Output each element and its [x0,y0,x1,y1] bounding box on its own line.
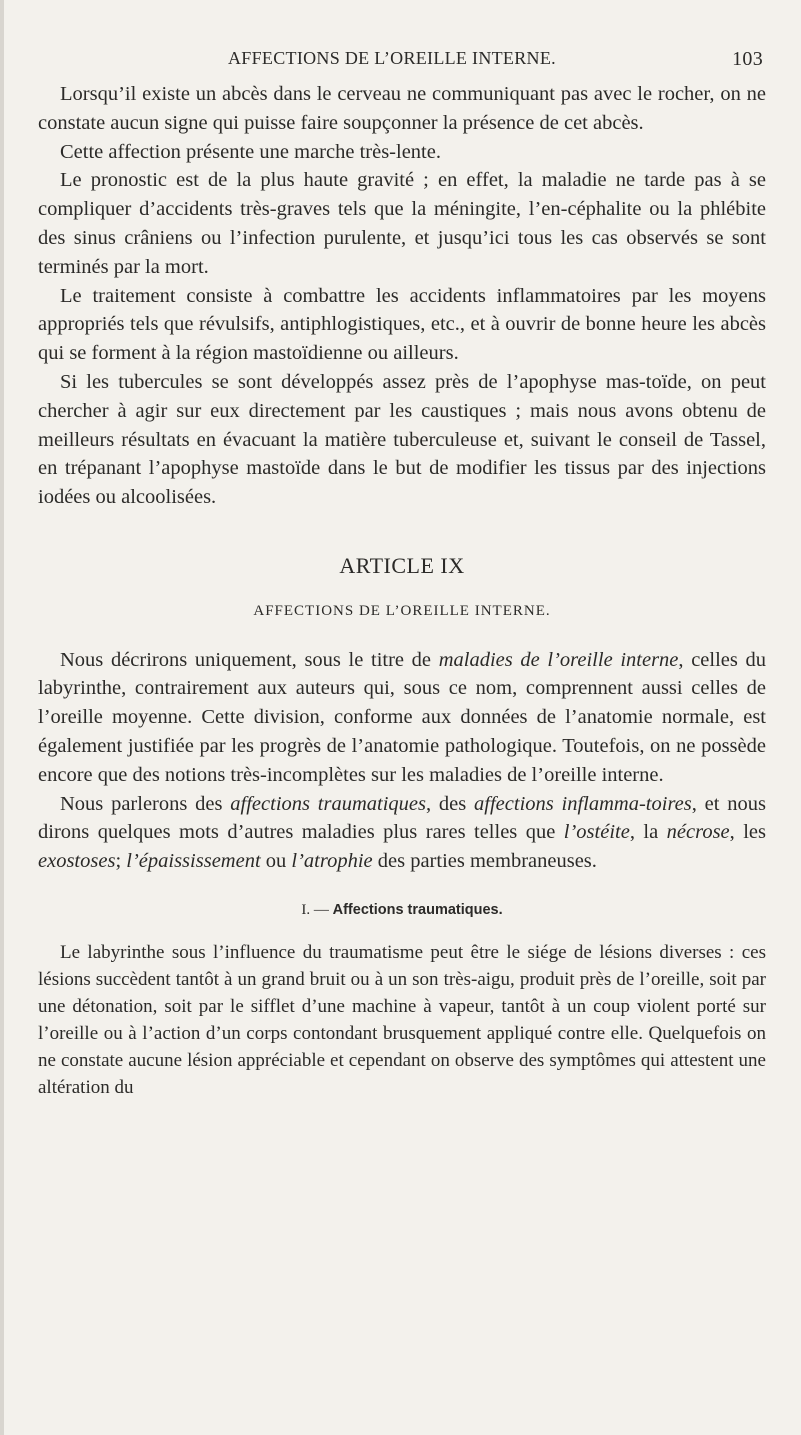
article-title: ARTICLE IX [339,552,465,578]
text-run: , des [425,792,475,815]
italic-term: l’ostéite [563,821,630,844]
italic-term: affections traumatiques [230,792,426,815]
text-run: des parties membraneuses. [372,850,597,873]
italic-term: l’épaississement [126,850,261,873]
italic-term: exostoses [38,850,116,873]
page-body [38,80,766,1101]
text-run: Nous parlerons des [60,792,231,815]
section-number: I. — [301,901,329,918]
article-subtitle: AFFECTIONS DE L’OREILLE INTERNE. [253,602,551,619]
paragraph [38,790,766,876]
text-run: Nous décrirons uniquement, sous le titre de [60,648,439,671]
paragraph: Lorsqu’il existe un abcès dans le cerveau ne communiquant pas avec le rocher, on ne constate aucun signe qui puisse faire soupçonner la présence de cet abcès. [38,83,766,134]
paragraph: Le traitement consiste à combattre les accidents inflammatoires par les moyens appropriés tels que révulsifs, antiphlogistiques, etc., et à ouvrir de bonne heure les abcès qui se forment à la région mastoïdienne ou ailleurs. [38,284,766,365]
text-run: ; [115,850,127,873]
paragraph: Le pronostic est de la plus haute gravité ; en effet, la maladie ne tarde pas à se compliquer d’accidents très-graves tels que la méningite, l’en-céphalite ou la phlébite des sinus crâniens ou l’infection purulente, et jusqu’ici tous les cas observés se sont terminés par la mort. [38,169,766,278]
page-edge-shadow [0,0,4,1435]
italic-term: maladies de l’oreille interne [438,648,679,671]
paragraph: Cette affection présente une marche très-lente. [60,140,441,163]
italic-term: nécrose [666,821,730,844]
italic-term: affections inflamma-toires [474,792,692,815]
text-run: ou [260,850,292,873]
text-run: , les [729,821,767,844]
section-title: Affections traumatiques. [332,901,503,918]
text-run: , celles du labyrinthe, contrairement aux auteurs qui, sous ce nom, comprennent aussi celles de l’oreille moyenne. Cette division, conforme aux données de l’anatomie normale, est également justifiée par les progrès de l’anatomie pathologique. Toutefois, on ne possède encore que des notions très-incomplètes sur les maladies de l’oreille interne. [38,648,767,786]
page-number: 103 [732,48,763,70]
running-title: AFFECTIONS DE L’OREILLE INTERNE. [228,48,556,68]
text-run: , la [629,821,667,844]
italic-term: l’atrophie [291,850,373,873]
section-heading [38,896,766,925]
paragraph: Si les tubercules se sont développés assez près de l’apophyse mas-toïde, on peut chercher à agir sur eux directement par les caustiques ; mais nous avons obtenu de meilleurs résultats en évacuant la matière tuberculeuse et, suivant le conseil de Tassel, en trépanant l’apophyse mastoïde dans le but de modifier les tissus par des injections iodées ou alcoolisées. [38,370,766,509]
paragraph: Le labyrinthe sous l’influence du traumatisme peut être le siége de lésions diverses : ces lésions succèdent tantôt à un grand bruit ou à un son très-aigu, produit près de l’oreille, soit par une détonation, soit par le sifflet d’une machine à vapeur, tantôt à un coup violent porté sur l’oreille ou à l’action d’un corps contondant brusquement appliqué contre elle. Quelquefois on ne constate aucune lésion appréciable et cependant on observe des symptômes qui attestent une altération du [38,941,766,1098]
paragraph [38,646,766,790]
text-run: , et nous dirons quelques mots d’autres maladies plus rares telles que [38,792,766,844]
